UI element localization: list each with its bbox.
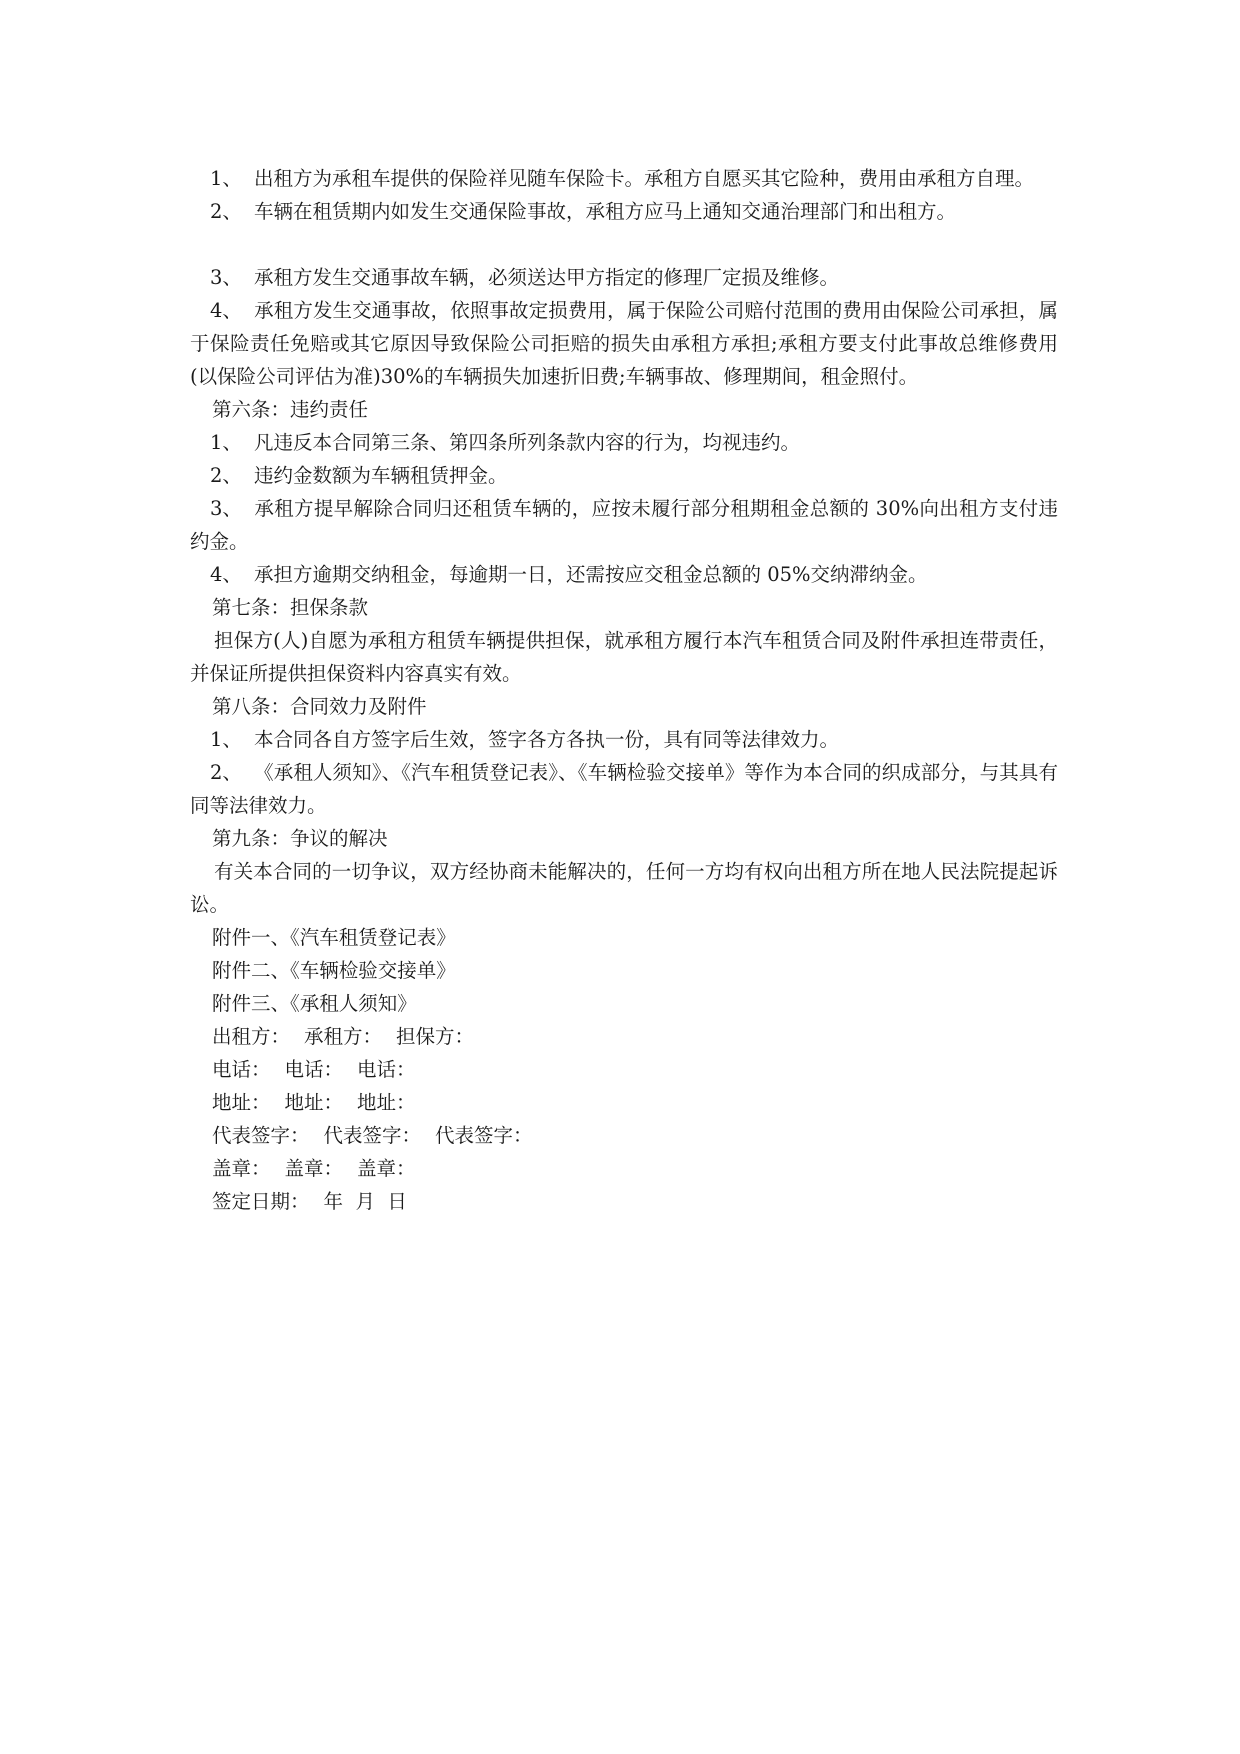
clause-number: 1、 (210, 431, 242, 454)
attachment-3: 附件三、《承租人须知》 (212, 992, 417, 1015)
clause-3 (190, 261, 1058, 294)
clause-number: 2、 (210, 464, 242, 487)
date-year: 年 (323, 1190, 344, 1213)
clause-number: 1、 (210, 728, 242, 751)
guarantor-label: 担保方： (396, 1025, 475, 1048)
address-label: 地址： (284, 1091, 344, 1114)
clause-text: 出租方为承租车提供的保险祥见随车保险卡。承租方自愿买其它险种，费用由承租方自理。 (254, 167, 1035, 190)
clause-number: 3、 (210, 497, 242, 520)
clause-text: 承租方提早解除合同归还租赁车辆的，应按未履行部分租期租金总额的 30%向出租方支付违约金。 (190, 497, 1058, 553)
article-6-item-4 (190, 558, 1058, 591)
seal-label: 盖章： (212, 1157, 271, 1180)
attachment-2: 附件二、《车辆检验交接单》 (212, 959, 456, 982)
clause-text: 承担方逾期交纳租金，每逾期一日，还需按应交租金总额的 05%交纳滞纳金。 (254, 563, 928, 586)
article-6-item-2 (190, 459, 1058, 492)
clause-text: 《承租人须知》、《汽车租赁登记表》、《车辆检验交接单》等作为本合同的织成部分，与其具有同等法律效力。 (190, 761, 1058, 817)
article-7-title: 第七条：担保条款 (212, 596, 369, 619)
clause-1 (190, 162, 1058, 195)
clause-number: 4、 (210, 299, 242, 322)
signing-date-row (190, 1185, 1058, 1218)
article-8-title: 第八条：合同效力及附件 (212, 695, 427, 718)
phone-label: 电话： (212, 1058, 271, 1081)
clause-text: 承租方发生交通事故车辆，必须送达甲方指定的修理厂定损及维修。 (254, 266, 840, 289)
signature-rep-row (190, 1119, 1058, 1152)
clause-number: 2、 (210, 200, 242, 223)
article-9-title: 第九条：争议的解决 (212, 827, 388, 850)
date-day: 日 (387, 1190, 407, 1213)
clause-number: 3、 (210, 266, 242, 289)
clause-number: 2、 (210, 761, 242, 784)
address-label: 地址： (357, 1091, 416, 1114)
signature-phone-row (190, 1053, 1058, 1086)
document-body (190, 162, 1058, 1218)
clause-text: 违约金数额为车辆租赁押金。 (254, 464, 508, 487)
rep-sign-label: 代表签字： (212, 1124, 310, 1147)
signature-seal-row (190, 1152, 1058, 1185)
article-8-item-1 (190, 723, 1058, 756)
lessee-label: 承租方： (304, 1025, 383, 1048)
article-6-item-1 (190, 426, 1058, 459)
article-7-text: 担保方(人)自愿为承租方租赁车辆提供担保，就承租方履行本汽车租赁合同及附件承担连带责任，并保证所提供担保资料内容真实有效。 (190, 629, 1058, 685)
clause-text: 车辆在租赁期内如发生交通保险事故，承租方应马上通知交通治理部门和出租方。 (254, 200, 957, 223)
signature-address-row (190, 1086, 1058, 1119)
date-month: 月 (355, 1190, 375, 1213)
attachment-1: 附件一、《汽车租赁登记表》 (212, 926, 456, 949)
blank-line (190, 228, 1058, 261)
seal-label: 盖章： (284, 1157, 344, 1180)
clause-number: 1、 (210, 167, 242, 190)
seal-label: 盖章： (357, 1157, 416, 1180)
article-9-text: 有关本合同的一切争议，双方经协商未能解决的，任何一方均有权向出租方所在地人民法院提起诉讼。 (190, 860, 1058, 916)
phone-label: 电话： (357, 1058, 416, 1081)
phone-label: 电话： (284, 1058, 344, 1081)
date-label: 签定日期： (212, 1190, 310, 1213)
rep-sign-label: 代表签字： (323, 1124, 422, 1147)
lessor-label: 出租方： (212, 1025, 291, 1048)
rep-sign-label: 代表签字： (435, 1124, 533, 1147)
article-6-item-3 (190, 492, 1058, 558)
clause-text: 本合同各自方签字后生效，签字各方各执一份，具有同等法律效力。 (254, 728, 840, 751)
clause-number: 4、 (210, 563, 242, 586)
signature-parties-row (190, 1020, 1058, 1053)
clause-text: 凡违反本合同第三条、第四条所列条款内容的行为，均视违约。 (254, 431, 801, 454)
article-6-title: 第六条：违约责任 (212, 398, 369, 421)
clause-4 (190, 294, 1058, 393)
clause-2 (190, 195, 1058, 228)
address-label: 地址： (212, 1091, 271, 1114)
clause-text: 承租方发生交通事故，依照事故定损费用，属于保险公司赔付范围的费用由保险公司承担，属于保险责任免赔或其它原因导致保险公司拒赔的损失由承租方承担;承租方要支付此事故总维修费用(以保险公司评估为准)30%的车辆损失加速折旧费;车辆事故、修理期间，租金照付。 (190, 299, 1058, 388)
article-8-item-2 (190, 756, 1058, 822)
